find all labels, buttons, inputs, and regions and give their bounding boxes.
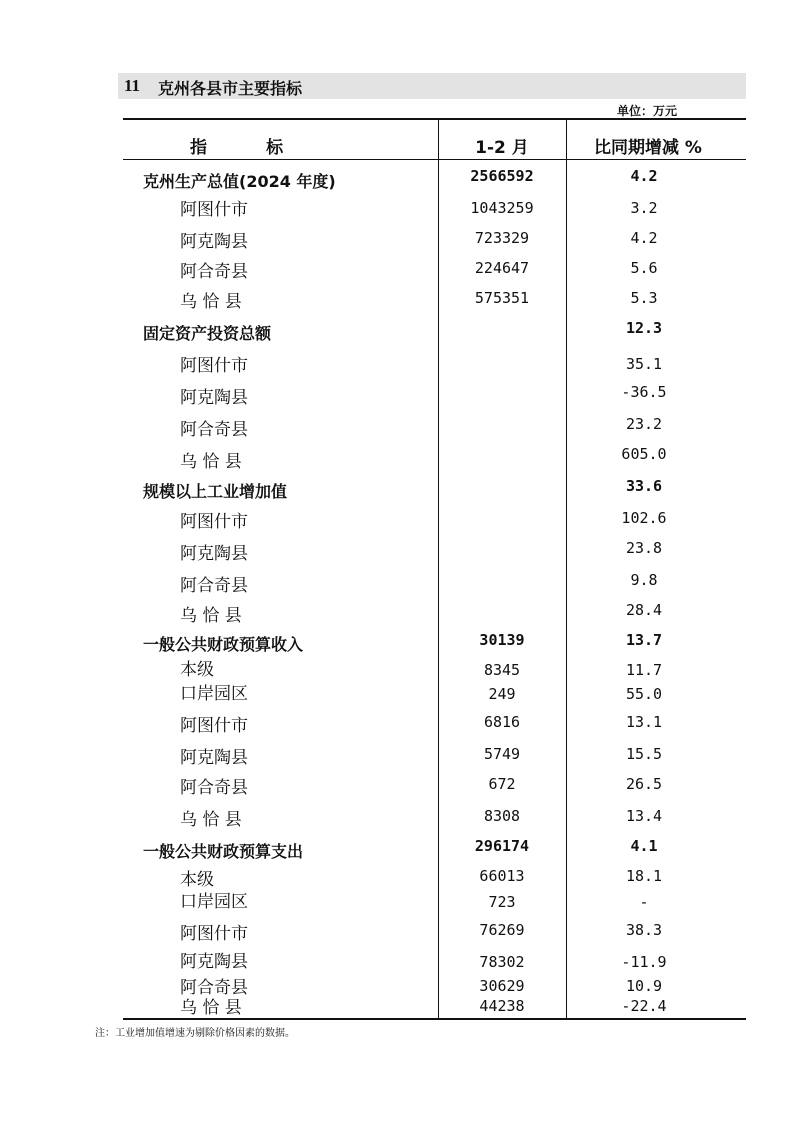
change-cell: 33.6 [625,477,663,495]
section-label: 规模以上工业增加值 [143,482,288,501]
row-label: 口岸园区 [180,684,248,704]
row-label: 阿合奇县 [180,978,248,998]
value-cell: 575351 [474,289,530,307]
section-label: 一般公共财政预算收入 [143,635,304,654]
row-label: 阿合奇县 [180,576,248,596]
change-cell: 26.5 [625,775,663,793]
row-label: 阿图什市 [180,924,248,944]
value-cell: 2566592 [470,167,534,185]
row-label: 本级 [180,870,214,890]
change-cell: 5.3 [630,289,658,307]
value-cell: 723 [488,893,516,911]
value-cell: 78302 [479,953,525,971]
page-title: 克州各县市主要指标 [158,79,303,98]
change-cell: 15.5 [625,745,663,763]
change-cell: 38.3 [625,921,663,939]
value-cell: 249 [488,685,516,703]
value-cell: 5749 [483,745,521,763]
change-cell: 23.8 [625,539,663,557]
change-cell: 23.2 [625,415,663,433]
change-cell: 55.0 [625,685,663,703]
value-cell: 30629 [479,977,525,995]
header-indicator: 指 标 [190,138,284,158]
change-cell: 605.0 [621,445,667,463]
value-cell: 66013 [479,867,525,885]
value-cell: 224647 [474,259,530,277]
section-label: 一般公共财政预算支出 [143,842,304,861]
section-label: 固定资产投资总额 [143,324,272,343]
change-cell: 13.4 [625,807,663,825]
row-label: 本级 [180,660,214,680]
value-cell: 44238 [479,997,525,1015]
change-cell: - [639,893,649,911]
row-label: 口岸园区 [180,892,248,912]
table-number: 11 [124,76,141,95]
change-cell: -22.4 [621,997,667,1015]
row-label: 阿克陶县 [180,232,248,252]
change-cell: 5.6 [630,259,658,277]
row-label: 阿图什市 [180,356,248,376]
change-cell: 35.1 [625,355,663,373]
value-cell: 8345 [483,661,521,679]
row-label: 乌 恰 县 [180,452,242,472]
row-label: 阿图什市 [180,716,248,736]
change-cell: 13.7 [625,631,663,649]
footnote: 注：工业增加值增速为剔除价格因素的数据。 [95,1028,295,1039]
change-cell: 11.7 [625,661,663,679]
table-top-rule [123,118,746,120]
value-cell: 296174 [474,837,530,855]
row-label: 阿合奇县 [180,420,248,440]
title-bar [118,73,746,99]
change-cell: 12.3 [625,319,663,337]
value-cell: 6816 [483,713,521,731]
row-label: 乌 恰 县 [180,998,242,1018]
row-label: 阿克陶县 [180,388,248,408]
table-bottom-rule [123,1018,746,1020]
change-cell: 4.2 [630,167,658,185]
change-cell: 9.8 [630,571,658,589]
value-cell: 672 [488,775,516,793]
row-label: 阿图什市 [180,200,248,220]
value-cell: 30139 [479,631,525,649]
change-cell: -36.5 [621,383,667,401]
change-cell: 4.1 [630,837,658,855]
row-label: 阿图什市 [180,512,248,532]
value-cell: 76269 [479,921,525,939]
row-label: 阿克陶县 [180,544,248,564]
change-cell: 4.2 [630,229,658,247]
value-cell: 723329 [474,229,530,247]
change-cell: 13.1 [625,713,663,731]
change-cell: 28.4 [625,601,663,619]
header-period: 1-2 月 [475,138,529,158]
value-cell: 1043259 [470,199,534,217]
row-label: 阿克陶县 [180,952,248,972]
row-label: 乌 恰 县 [180,292,242,312]
change-cell: 18.1 [625,867,663,885]
change-cell: 3.2 [630,199,658,217]
unit-label: 单位：万元 [617,104,678,118]
row-label: 阿合奇县 [180,262,248,282]
header-change: 比同期增减 % [594,138,702,158]
section-label: 克州生产总值(2024 年度) [143,172,336,191]
change-cell: 10.9 [625,977,663,995]
header-bottom-rule [123,159,746,160]
row-label: 阿克陶县 [180,748,248,768]
row-label: 阿合奇县 [180,778,248,798]
row-label: 乌 恰 县 [180,810,242,830]
change-cell: -11.9 [621,953,667,971]
value-cell: 8308 [483,807,521,825]
change-cell: 102.6 [621,509,667,527]
row-label: 乌 恰 县 [180,606,242,626]
